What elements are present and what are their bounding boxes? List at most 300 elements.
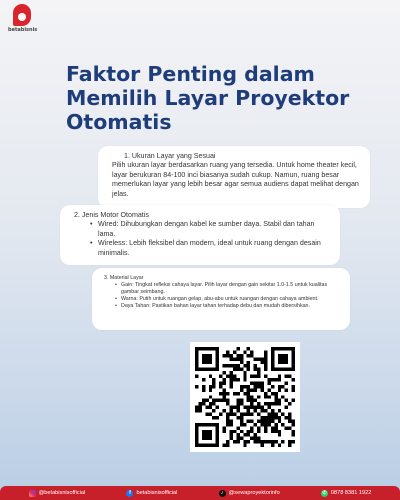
qr-module	[250, 430, 253, 433]
qr-module	[285, 375, 288, 378]
qr-module	[205, 406, 208, 409]
qr-module	[202, 399, 205, 402]
qr-module	[195, 350, 198, 353]
qr-module	[212, 399, 215, 402]
qr-module	[229, 437, 232, 440]
qr-module	[261, 357, 264, 360]
qr-module	[292, 430, 295, 433]
qr-module	[195, 437, 198, 440]
qr-module	[247, 433, 250, 436]
list-item: • Wireless: Lebih fleksibel dan modern, ideal untuk ruang dengan desain minimalis.	[88, 239, 330, 258]
qr-module	[209, 413, 212, 416]
qr-module	[198, 347, 201, 350]
card-ukuran-layar	[98, 146, 370, 208]
qr-module	[223, 354, 226, 357]
card-heading: 2. Jenis Motor Otomatis	[74, 211, 149, 219]
qr-module	[274, 413, 277, 416]
qr-module	[278, 385, 281, 388]
qr-module	[243, 413, 246, 416]
card-body: Pilih ukuran layar berdasarkan ruang yang tersedia. Untuk home theater kecil, layar berukuran 84-100 inci biasanya sudah cukup. Namun, ruang besar memerlukan layar yang lebih besar agar semua audiens dapat melihat dengan jelas.	[112, 161, 359, 198]
logo-text: betabisnis	[8, 27, 38, 33]
qr-module	[202, 361, 205, 364]
qr-module	[236, 409, 239, 412]
qr-module	[292, 361, 295, 364]
footer-tiktok[interactable]	[219, 490, 280, 497]
qr-module	[209, 406, 212, 409]
qr-module	[257, 385, 260, 388]
qr-module	[247, 361, 250, 364]
qr-module	[195, 357, 198, 360]
qr-module	[292, 385, 295, 388]
qr-module	[254, 388, 257, 391]
qr-module	[212, 423, 215, 426]
qr-module	[281, 423, 284, 426]
qr-module	[195, 423, 198, 426]
qr-module	[202, 357, 205, 360]
qr-module	[226, 375, 229, 378]
qr-module	[281, 361, 284, 364]
qr-module	[219, 375, 222, 378]
qr-module	[264, 354, 267, 357]
qr-module	[233, 378, 236, 381]
qr-module	[285, 381, 288, 384]
qr-module	[274, 430, 277, 433]
instagram-handle: @betabisnisofficial	[38, 490, 86, 496]
qr-module	[209, 437, 212, 440]
footer-bar	[0, 486, 400, 500]
qr-module	[195, 347, 198, 350]
qr-module	[236, 364, 239, 367]
footer-whatsapp[interactable]	[321, 490, 371, 497]
qr-module	[223, 409, 226, 412]
qr-module	[198, 409, 201, 412]
qr-module	[292, 388, 295, 391]
qr-module	[254, 437, 257, 440]
qr-module	[250, 354, 253, 357]
qr-module	[233, 364, 236, 367]
qr-module	[243, 392, 246, 395]
qr-module	[209, 347, 212, 350]
qr-module	[257, 426, 260, 429]
qr-module	[247, 354, 250, 357]
qr-module	[288, 426, 291, 429]
qr-module	[278, 433, 281, 436]
qr-module	[202, 444, 205, 447]
qr-module	[233, 440, 236, 443]
qr-module	[250, 413, 253, 416]
qr-module	[223, 371, 226, 374]
qr-module	[271, 440, 274, 443]
qr-module	[195, 361, 198, 364]
qr-code[interactable]	[190, 342, 300, 452]
qr-module	[205, 357, 208, 360]
qr-module	[278, 399, 281, 402]
qr-module	[278, 357, 281, 360]
qr-module	[209, 402, 212, 405]
qr-module	[216, 347, 219, 350]
qr-module	[247, 395, 250, 398]
qr-module	[271, 364, 274, 367]
footer-instagram[interactable]	[29, 490, 86, 497]
qr-module	[240, 419, 243, 422]
facebook-handle: betabisnisofficial	[136, 490, 178, 496]
qr-module	[209, 395, 212, 398]
qr-module	[278, 430, 281, 433]
qr-module	[274, 402, 277, 405]
qr-module	[285, 416, 288, 419]
page-title: Faktor Penting dalam Memilih Layar Proyektor Otomatis	[66, 62, 350, 134]
qr-module	[216, 416, 219, 419]
qr-module	[205, 444, 208, 447]
footer-facebook[interactable]	[126, 490, 177, 497]
qr-module	[261, 361, 264, 364]
qr-module	[209, 385, 212, 388]
qr-module	[216, 406, 219, 409]
qr-module	[209, 368, 212, 371]
qr-module	[202, 378, 205, 381]
qr-module	[257, 413, 260, 416]
qr-module	[247, 430, 250, 433]
qr-module	[267, 440, 270, 443]
qr-module	[271, 444, 274, 447]
qr-module	[212, 368, 215, 371]
qr-module	[281, 385, 284, 388]
qr-module	[281, 368, 284, 371]
qr-module	[216, 433, 219, 436]
qr-module	[216, 426, 219, 429]
qr-module	[257, 395, 260, 398]
qr-module	[271, 426, 274, 429]
qr-module	[209, 354, 212, 357]
qr-module	[250, 350, 253, 353]
qr-module	[254, 385, 257, 388]
qr-module	[209, 357, 212, 360]
qr-module	[236, 368, 239, 371]
qr-module	[292, 419, 295, 422]
qr-module	[195, 368, 198, 371]
qr-module	[257, 437, 260, 440]
qr-module	[292, 357, 295, 360]
qr-module	[243, 440, 246, 443]
qr-module	[264, 440, 267, 443]
qr-module	[271, 413, 274, 416]
qr-module	[267, 378, 270, 381]
qr-module	[229, 409, 232, 412]
qr-module	[243, 350, 246, 353]
qr-module	[195, 440, 198, 443]
qr-module	[254, 440, 257, 443]
qr-module	[250, 375, 253, 378]
qr-module	[243, 385, 246, 388]
qr-module	[278, 378, 281, 381]
qr-module	[274, 368, 277, 371]
qr-module	[195, 354, 198, 357]
qr-module	[243, 433, 246, 436]
instagram-icon	[29, 490, 36, 497]
qr-module	[209, 444, 212, 447]
qr-module	[212, 378, 215, 381]
qr-module	[271, 347, 274, 350]
qr-module	[247, 392, 250, 395]
qr-module	[288, 419, 291, 422]
qr-module	[223, 426, 226, 429]
qr-module	[288, 402, 291, 405]
list-item: • Warna: Putih untuk ruangan gelap, abu-abu untuk ruangan dengan cahaya ambient.	[114, 296, 340, 303]
qr-module	[271, 378, 274, 381]
qr-module	[261, 444, 264, 447]
qr-module	[250, 381, 253, 384]
qr-module	[243, 423, 246, 426]
qr-module	[216, 430, 219, 433]
qr-module	[254, 357, 257, 360]
qr-module	[271, 368, 274, 371]
qr-module	[205, 423, 208, 426]
qr-module	[229, 406, 232, 409]
qr-module	[250, 395, 253, 398]
qr-module	[236, 357, 239, 360]
qr-module	[267, 381, 270, 384]
qr-module	[240, 430, 243, 433]
qr-module	[271, 385, 274, 388]
qr-module	[223, 430, 226, 433]
qr-module	[267, 388, 270, 391]
qr-module	[226, 413, 229, 416]
card-heading: 1. Ukuran Layar yang Sesuai	[124, 152, 216, 160]
qr-module	[233, 430, 236, 433]
qr-module	[281, 357, 284, 360]
qr-module	[205, 354, 208, 357]
qr-module	[229, 385, 232, 388]
qr-module	[247, 413, 250, 416]
brand-logo	[8, 4, 36, 33]
qr-module	[271, 416, 274, 419]
qr-module	[233, 375, 236, 378]
qr-module	[271, 392, 274, 395]
qr-module	[278, 347, 281, 350]
qr-module	[254, 375, 257, 378]
qr-module	[271, 419, 274, 422]
qr-module	[264, 375, 267, 378]
qr-module	[240, 385, 243, 388]
qr-module	[264, 416, 267, 419]
qr-module	[229, 419, 232, 422]
qr-module	[219, 413, 222, 416]
qr-module	[195, 433, 198, 436]
qr-module	[226, 399, 229, 402]
qr-module	[212, 347, 215, 350]
qr-module	[274, 426, 277, 429]
qr-module	[202, 430, 205, 433]
qr-module	[195, 364, 198, 367]
qr-module	[271, 361, 274, 364]
qr-module	[212, 381, 215, 384]
qr-code-icon	[195, 347, 295, 447]
qr-module	[223, 392, 226, 395]
qr-module	[247, 364, 250, 367]
qr-module	[264, 430, 267, 433]
qr-module	[229, 354, 232, 357]
qr-module	[233, 357, 236, 360]
qr-module	[278, 409, 281, 412]
qr-module	[247, 409, 250, 412]
qr-module	[274, 416, 277, 419]
qr-module	[274, 347, 277, 350]
qr-module	[267, 416, 270, 419]
qr-module	[288, 444, 291, 447]
qr-module	[243, 378, 246, 381]
qr-module	[257, 402, 260, 405]
qr-module	[236, 402, 239, 405]
qr-module	[198, 406, 201, 409]
qr-module	[247, 388, 250, 391]
qr-module	[292, 368, 295, 371]
qr-module	[247, 385, 250, 388]
qr-module	[267, 423, 270, 426]
qr-module	[236, 416, 239, 419]
qr-module	[278, 354, 281, 357]
qr-module	[236, 433, 239, 436]
qr-module	[285, 406, 288, 409]
qr-module	[278, 388, 281, 391]
qr-module	[261, 406, 264, 409]
qr-module	[195, 444, 198, 447]
qr-module	[292, 364, 295, 367]
qr-module	[240, 368, 243, 371]
qr-module	[212, 416, 215, 419]
card-heading: 3. Material Layar	[104, 275, 144, 281]
qr-module	[285, 388, 288, 391]
qr-module	[233, 368, 236, 371]
qr-module	[261, 440, 264, 443]
qr-module	[274, 395, 277, 398]
qr-module	[198, 402, 201, 405]
qr-module	[216, 444, 219, 447]
qr-module	[240, 416, 243, 419]
qr-module	[257, 430, 260, 433]
qr-module	[278, 416, 281, 419]
qr-module	[278, 402, 281, 405]
qr-module	[278, 361, 281, 364]
qr-module	[202, 388, 205, 391]
qr-module	[254, 399, 257, 402]
qr-module	[226, 364, 229, 367]
qr-module	[264, 426, 267, 429]
qr-module	[271, 402, 274, 405]
qr-module	[250, 437, 253, 440]
qr-module	[267, 402, 270, 405]
qr-module	[250, 388, 253, 391]
qr-module	[278, 444, 281, 447]
qr-module	[223, 378, 226, 381]
list-item: • Wired: Dihubungkan dengan kabel ke sumber daya. Stabil dan tahan lama.	[88, 220, 330, 239]
qr-module	[216, 354, 219, 357]
qr-module	[236, 347, 239, 350]
qr-module	[264, 361, 267, 364]
qr-module	[219, 385, 222, 388]
qr-module	[281, 354, 284, 357]
qr-module	[236, 406, 239, 409]
qr-module	[288, 375, 291, 378]
qr-module	[267, 413, 270, 416]
bullet-list	[74, 220, 330, 258]
qr-module	[229, 423, 232, 426]
qr-module	[250, 399, 253, 402]
qr-module	[285, 426, 288, 429]
qr-module	[292, 423, 295, 426]
card-jenis-motor	[60, 205, 340, 265]
qr-module	[281, 440, 284, 443]
qr-module	[226, 444, 229, 447]
qr-module	[271, 430, 274, 433]
qr-module	[271, 354, 274, 357]
qr-module	[219, 381, 222, 384]
qr-module	[216, 440, 219, 443]
qr-module	[229, 430, 232, 433]
qr-module	[216, 368, 219, 371]
qr-module	[261, 416, 264, 419]
qr-module	[216, 423, 219, 426]
tiktok-icon: ♪	[219, 490, 226, 497]
qr-module	[233, 392, 236, 395]
qr-module	[264, 419, 267, 422]
qr-module	[216, 399, 219, 402]
qr-module	[271, 409, 274, 412]
qr-module	[292, 354, 295, 357]
qr-module	[223, 381, 226, 384]
qr-module	[254, 423, 257, 426]
qr-module	[240, 437, 243, 440]
list-item: • Daya Tahan: Pastikan bahan layar tahan terhadap debu dan mudah dibersihkan.	[114, 303, 340, 310]
qr-module	[261, 388, 264, 391]
qr-module	[202, 354, 205, 357]
qr-module	[236, 392, 239, 395]
qr-module	[257, 440, 260, 443]
qr-module	[202, 368, 205, 371]
qr-module	[247, 368, 250, 371]
qr-module	[285, 347, 288, 350]
qr-module	[285, 399, 288, 402]
qr-module	[285, 354, 288, 357]
qr-module	[240, 399, 243, 402]
qr-module	[195, 385, 198, 388]
qr-module	[205, 433, 208, 436]
qr-module	[261, 423, 264, 426]
qr-module	[254, 364, 257, 367]
qr-module	[257, 371, 260, 374]
qr-module	[261, 419, 264, 422]
qr-module	[205, 347, 208, 350]
qr-module	[236, 399, 239, 402]
qr-module	[292, 378, 295, 381]
qr-module	[250, 406, 253, 409]
qr-module	[229, 357, 232, 360]
qr-module	[292, 433, 295, 436]
qr-module	[209, 388, 212, 391]
qr-module	[243, 406, 246, 409]
whatsapp-icon: ✆	[322, 489, 327, 496]
qr-module	[257, 406, 260, 409]
qr-module	[271, 350, 274, 353]
qr-module	[274, 440, 277, 443]
qr-module	[264, 392, 267, 395]
qr-module	[233, 350, 236, 353]
qr-module	[209, 423, 212, 426]
qr-module	[267, 406, 270, 409]
qr-module	[264, 350, 267, 353]
qr-module	[226, 440, 229, 443]
qr-module	[267, 419, 270, 422]
qr-module	[226, 416, 229, 419]
